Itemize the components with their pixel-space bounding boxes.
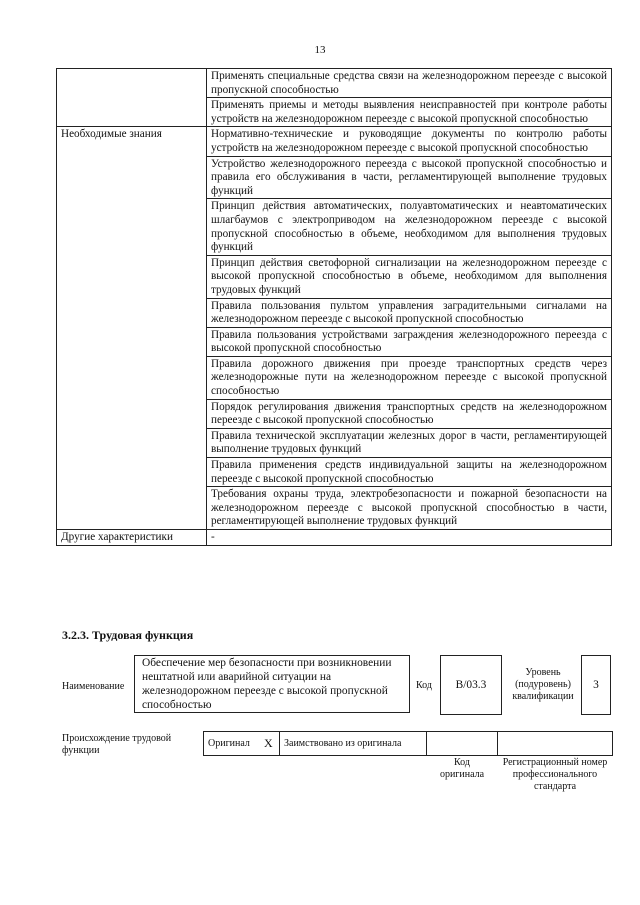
table-row [57, 199, 612, 255]
borrowed-cell [279, 731, 427, 756]
row-text: Применять специальные средства связи на железнодорожном переезде с высокой пропускной способностью [207, 69, 612, 98]
origin-label: Происхождение трудовой функции [62, 733, 172, 756]
row-label: Другие характеристики [57, 530, 207, 546]
row-label [57, 156, 207, 199]
row-label [57, 356, 207, 399]
original-label: Оригинал [208, 738, 250, 749]
table-row [57, 399, 612, 428]
section-title: 3.2.3. Трудовая функция [62, 628, 194, 642]
row-text: Правила дорожного движения при проезде транспортных средств через железнодорожные пути на железнодорожном переезде с высокой пропускной способностью [207, 356, 612, 399]
table-row [57, 428, 612, 457]
row-label [57, 428, 207, 457]
table-row [57, 327, 612, 356]
row-text: Нормативно-технические и руководящие документы по контролю работы устройств на железнодорожном переезде с высокой пропускной способностью [207, 127, 612, 156]
name-label: Наименование [62, 681, 125, 692]
original-code-cell [426, 731, 498, 756]
row-text: Устройство железнодорожного переезда с высокой пропускной способностью и правила его обслуживания в части, регламентирующей выполнение трудовых функций [207, 156, 612, 199]
borrowed-label: Заимствовано из оригинала [284, 738, 402, 749]
table-row [57, 487, 612, 530]
table-row [57, 127, 612, 156]
row-label [57, 458, 207, 487]
row-label [57, 298, 207, 327]
table-row [57, 69, 612, 98]
row-label: Необходимые знания [57, 127, 207, 156]
table-row [57, 298, 612, 327]
row-text: Правила применения средств индивидуальной защиты на железнодорожном переезде с высокой пропускной способностью [207, 458, 612, 487]
row-label [57, 255, 207, 298]
function-name-value: Обеспечение мер безопасности при возникновении нештатной или аварийной ситуации на железнодорожном переезде с высокой пропускной способностью [134, 655, 410, 713]
table-row [57, 98, 612, 127]
row-label [57, 487, 207, 530]
level-label: Уровень (подуровень) квалификации [512, 667, 574, 702]
row-text: Правила технической эксплуатации железных дорог в части, регламентирующей выполнение трудовых функций [207, 428, 612, 457]
row-text: Правила пользования пультом управления заградительными сигналами на железнодорожном переезде с высокой пропускной способностью [207, 298, 612, 327]
function-code-value: В/03.3 [440, 655, 502, 715]
knowledge-table [56, 68, 612, 546]
row-text: Принцип действия светофорной сигнализации на железнодорожном переезде с высокой пропускной способностью в объеме, необходимом для выполнения трудовых функций [207, 255, 612, 298]
table-row [57, 356, 612, 399]
table-row [57, 255, 612, 298]
row-text: Правила пользования устройствами заграждения железнодорожного переезда с высокой пропускной способностью [207, 327, 612, 356]
row-label [57, 199, 207, 255]
level-value: 3 [581, 655, 611, 715]
row-text: - [207, 530, 612, 546]
page-number: 13 [314, 44, 326, 56]
table-row [57, 156, 612, 199]
row-text: Применять приемы и методы выявления неисправностей при контроле работы устройств на железнодорожном переезде с высокой пропускной способностью [207, 98, 612, 127]
table-row [57, 458, 612, 487]
row-label [57, 399, 207, 428]
row-label [57, 98, 207, 127]
registration-number-cell [497, 731, 613, 756]
row-text: Принцип действия автоматических, полуавтоматических и неавтоматических шлагбаумов с электроприводом на железнодорожном переезде с высокой пропускной способностью в объеме, необходимом для выполнения трудовых функций [207, 199, 612, 255]
row-text: Требования охраны труда, электробезопасности и пожарной безопасности на железнодорожном переезде с высокой пропускной способностью в части, регламентирующей выполнение трудовых функций [207, 487, 612, 530]
row-label [57, 69, 207, 98]
code-label: Код [416, 680, 432, 691]
row-text: Порядок регулирования движения транспортных средств на железнодорожном переезде с высокой пропускной способностью [207, 399, 612, 428]
original-mark: X [264, 736, 273, 750]
registration-number-caption: Регистрационный номер профессионального стандарта [502, 757, 608, 792]
original-code-caption: Код оригинала [439, 757, 485, 780]
table-row [57, 530, 612, 546]
row-label [57, 327, 207, 356]
original-cell [203, 731, 279, 756]
